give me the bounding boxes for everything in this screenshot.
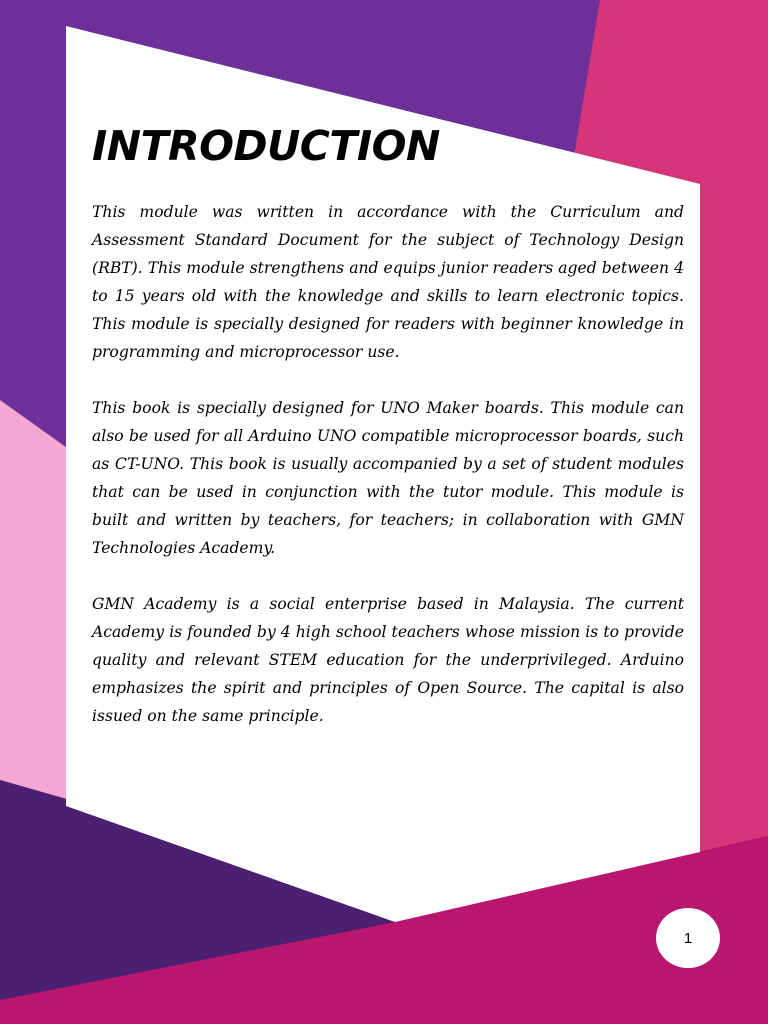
page-number-badge [656, 908, 720, 968]
light-pink-panel [0, 400, 70, 800]
paragraph-1: This module was written in accordance with the Curriculum and Assessment Standard Document for the subject of Technology Design (RBT). This module strengthens and equips junior readers aged between 4 to 15 years old with the knowledge and skills to learn electronic topics. This module is specially designed for readers with beginner knowledge in programming and microprocessor use. [92, 203, 684, 361]
page-title: INTRODUCTION [92, 122, 440, 170]
paragraph-2: This book is specially designed for UNO Maker boards. This module can also be used for all Arduino UNO compatible microprocessor boards, such as CT-UNO. This book is usually accompanied by a set of student modules that can be used in conjunction with the tutor module. This module is built and written by teachers, for teachers; in collaboration with GMN Technologies Academy. [92, 399, 684, 557]
paragraph-3: GMN Academy is a social enterprise based in Malaysia. The current Academy is founded by 4 high school teachers whose mission is to provide quality and relevant STEM education for the underprivileged. Arduino emphasizes the spirit and principles of Open Source. The capital is also issued on the same principle. [92, 595, 684, 725]
body-text [92, 198, 684, 758]
page-number: 1 [683, 929, 693, 947]
